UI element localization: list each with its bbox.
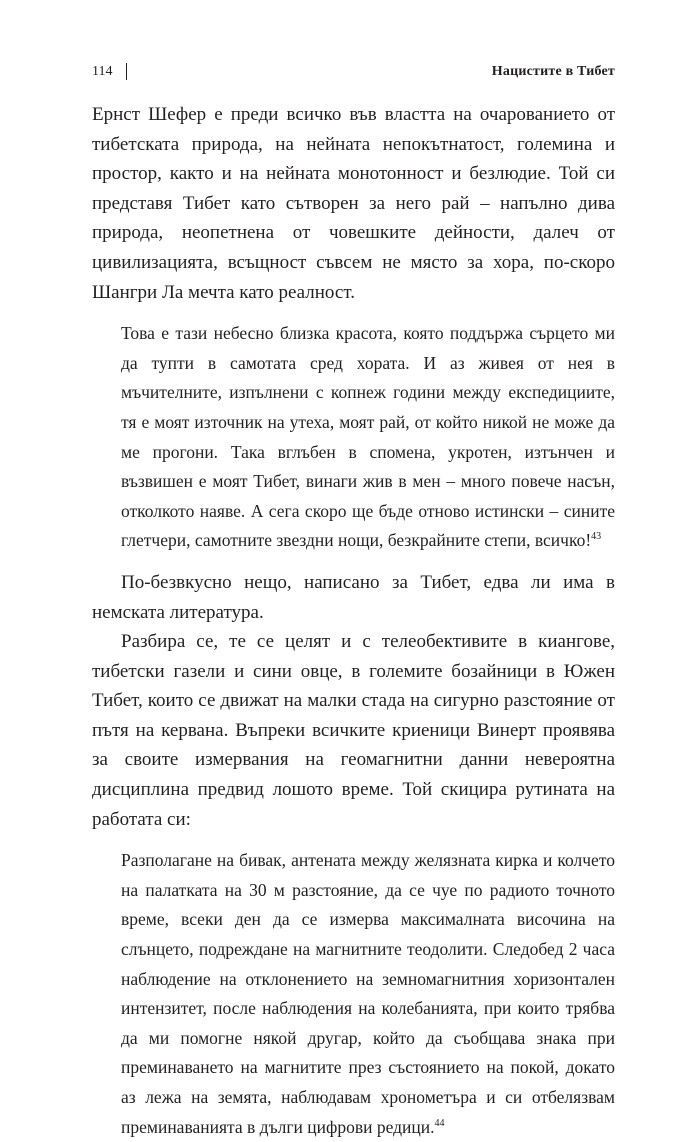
running-title: Нацистите в Тибет: [491, 64, 615, 79]
block-quote-2: [121, 846, 615, 1142]
block-quote-1: [121, 319, 615, 556]
paragraph-comment: По-безвкусно нещо, написано за Тибет, едва ли има в немската литература.: [92, 571, 615, 623]
quote-2-text: Разполагане на бивак, антената между желязната кирка и колчето на палатката на 30 м разстояние, да се чуе по радиото точното време, всеки ден да се измерва максималната височина на слънцето, подреждане на магнитните теодолити. Следобед 2 часа наблюдение на отклонението на земномагнитния хоризонтален интензитет, после наблюдения на колебанията, при които трябва да ми помогне някой другар, който да съобщава знака при преминаването на магнитите през състоянието на покой, докато аз лежа на земята, наблюдавам хронометъра и си отбелязвам преминаванията в дълги цифрови редици.: [121, 850, 615, 1137]
paragraph-wienert: Разбира се, те се целят и с телеобективите в киангове, тибетски газели и сини овце, в големите бозайници в Южен Тибет, които се движат на малки стада на сигурно разстояние от пътя на кервана. Въпреки всичките криеници Винерт проявява за своите измервания на геомагнитни данни невероятна дисциплина предвид лошото време. Той скицира рутината на работата си:: [92, 631, 615, 830]
header-divider: [126, 63, 127, 80]
page-header: [92, 62, 615, 82]
footnote-ref-43: 43: [591, 531, 602, 543]
page-body: [92, 100, 615, 1142]
footnote-ref-44: 44: [434, 1117, 445, 1129]
page-number: 114: [92, 64, 113, 79]
quote-1-text: Това е тази небесно близка красота, която поддържа сърцето ми да тупти в самотата сред хората. И аз живея от нея в мъчителните, изпълнени с копнеж години между експедициите, тя е моят източник на утеха, моят рай, от който никой не може да ме прогони. Така вглъбен в спомена, укротен, изтънчен и възвишен е моят Тибет, винаги жив в мен – много повече насън, отколкото наяве. А сега скоро ще бъде отново истински – сините глетчери, самотните звездни нощи, безкрайните степи, всичко!: [121, 323, 615, 551]
paragraph-intro: Ернст Шефер е преди всичко във властта на очарованието от тибетската природа, на нейната непокътнатост, големина и простор, както и на нейната монотонност и безлюдие. Той си представя Тибет като сътворен за него рай – напълно дива природа, неопетнена от човешките дейности, далеч от цивилизацията, всъщност съвсем не място за хора, по-скоро Шангри Ла мечта като реалност.: [92, 104, 615, 303]
